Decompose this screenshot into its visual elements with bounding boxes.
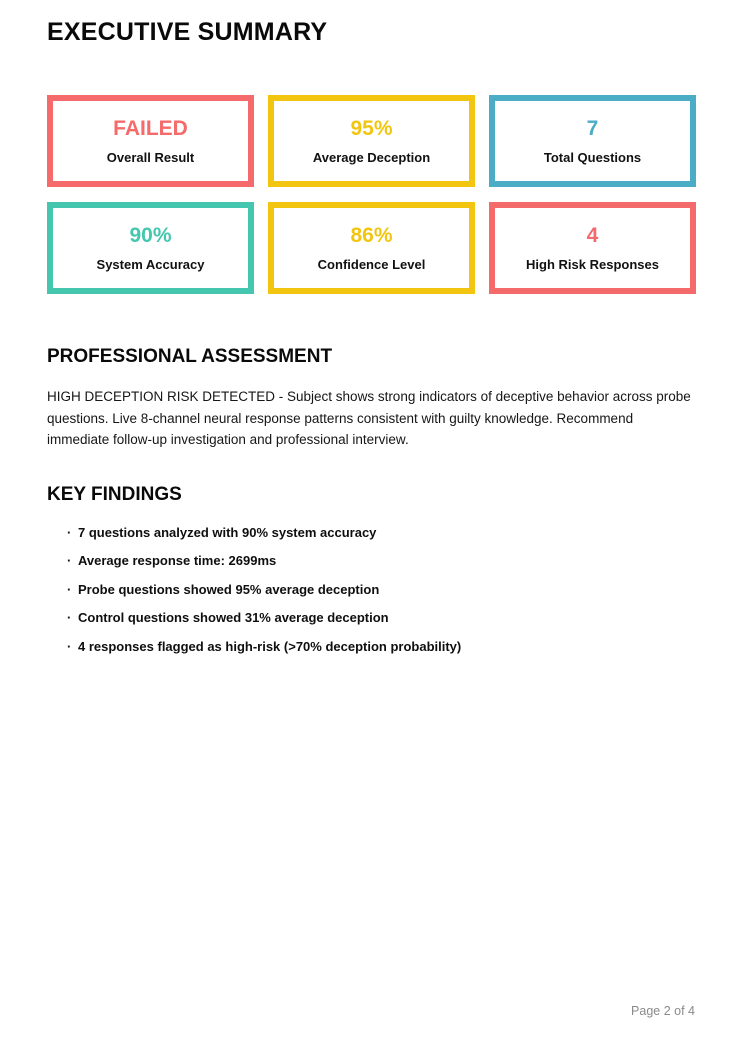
stat-label: System Accuracy: [96, 257, 205, 272]
stat-label: High Risk Responses: [526, 257, 659, 272]
stat-label: Total Questions: [543, 150, 642, 165]
stat-label: Average Deception: [312, 150, 431, 165]
stat-value: 95%: [350, 117, 393, 140]
stat-card-high-risk-responses: [489, 202, 696, 294]
key-findings-section: [47, 483, 696, 655]
key-finding-item: · 7 questions analyzed with 90% system accuracy: [47, 524, 696, 541]
stat-label: Overall Result: [106, 150, 195, 165]
page-number: Page 2 of 4: [631, 1004, 695, 1018]
stat-value: FAILED: [113, 117, 188, 140]
professional-assessment-heading: PROFESSIONAL ASSESSMENT: [47, 346, 333, 367]
key-findings-heading: KEY FINDINGS: [47, 483, 182, 505]
key-finding-item: · Probe questions showed 95% average deception: [47, 581, 696, 598]
stat-card-total-questions: [489, 95, 696, 187]
stat-label: Confidence Level: [317, 257, 426, 272]
stat-card-system-accuracy: [47, 202, 254, 294]
page-title: EXECUTIVE SUMMARY: [47, 18, 328, 46]
key-finding-item: · 4 responses flagged as high-risk (>70% deception probability): [47, 638, 696, 655]
professional-assessment-body: HIGH DECEPTION RISK DETECTED - Subject shows strong indicators of deceptive behavior across probe questions. Live 8-channel neural response patterns consistent with guilty knowledge. Recommend immediate follow-up investigation and professional interview.: [47, 389, 691, 447]
stat-value: 90%: [129, 224, 172, 247]
stat-value: 4: [586, 224, 599, 247]
stat-card-confidence-level: [268, 202, 475, 294]
summary-cards-grid: [47, 95, 696, 294]
key-finding-item: · Control questions showed 31% average deception: [47, 609, 696, 626]
stat-value: 7: [586, 117, 599, 140]
stat-card-average-deception: [268, 95, 475, 187]
key-finding-item: · Average response time: 2699ms: [47, 552, 696, 569]
stat-card-overall-result: [47, 95, 254, 187]
professional-assessment-section: [47, 345, 696, 451]
key-findings-list: [47, 524, 696, 655]
stat-value: 86%: [350, 224, 393, 247]
